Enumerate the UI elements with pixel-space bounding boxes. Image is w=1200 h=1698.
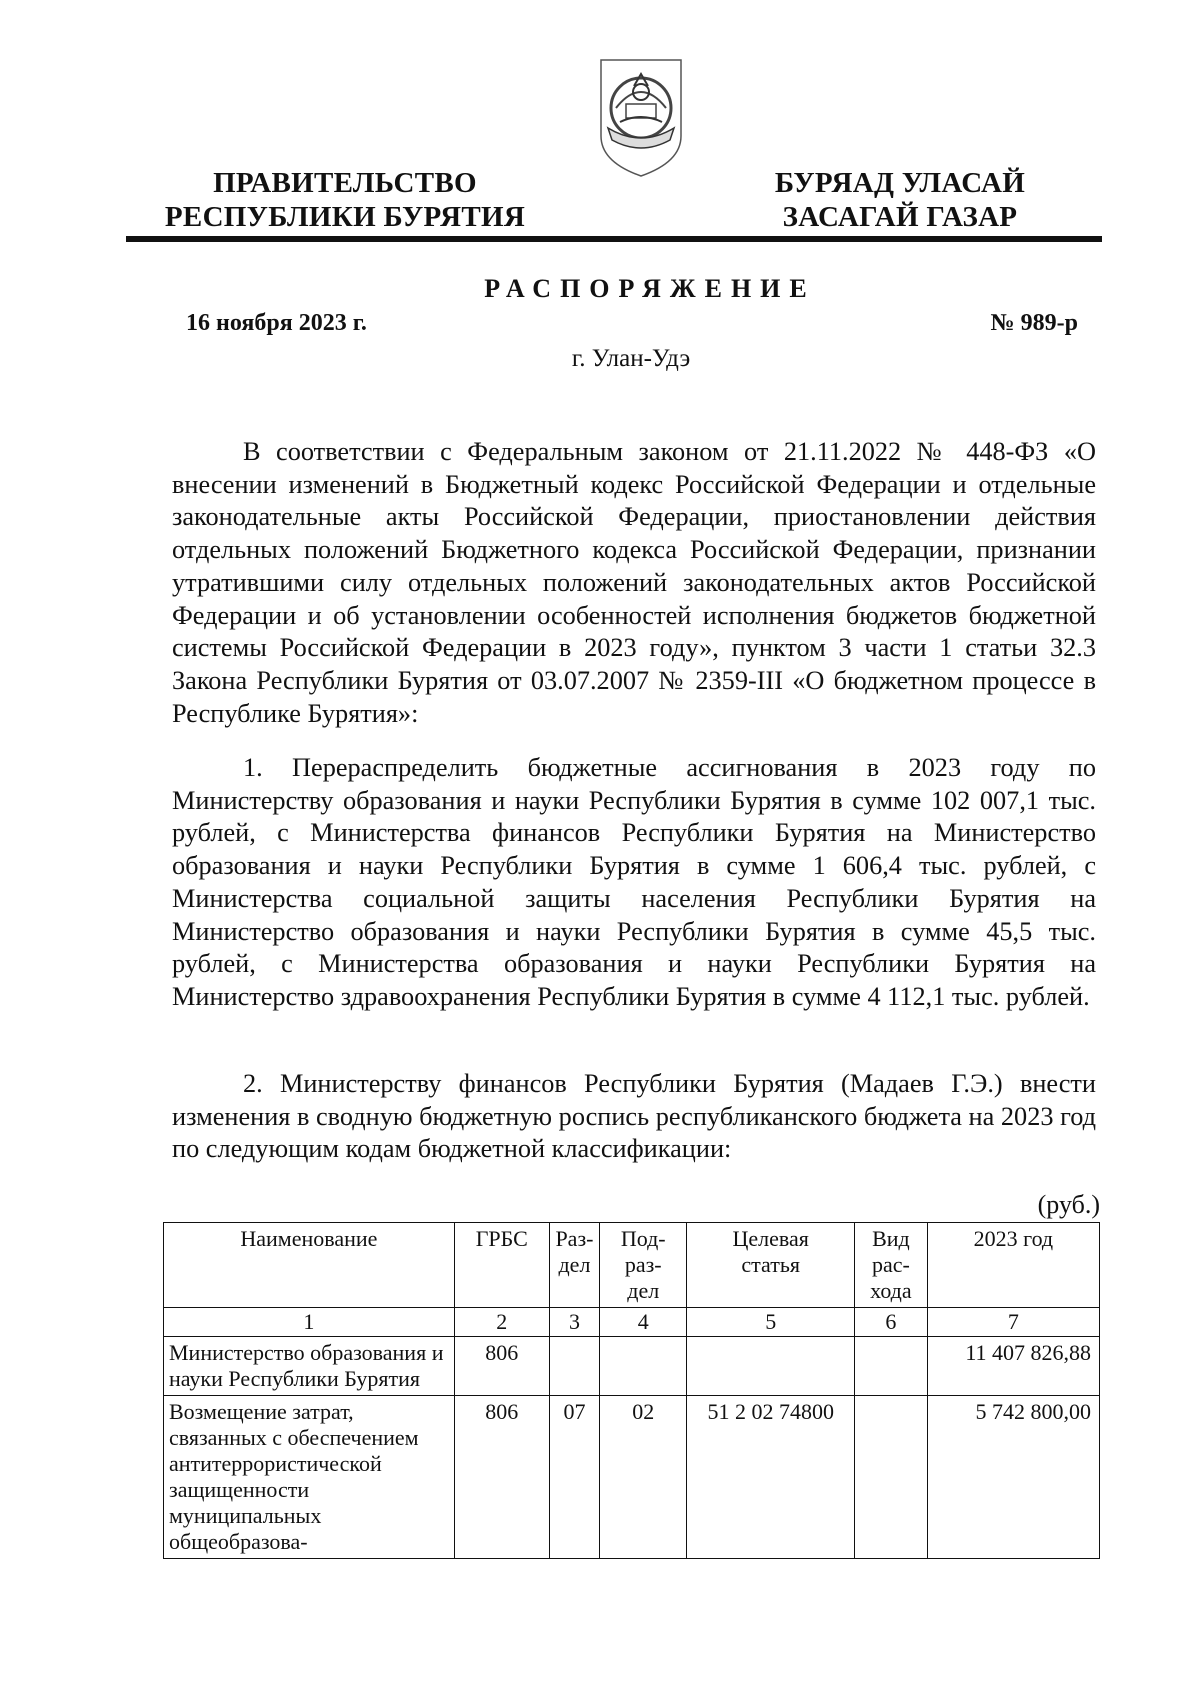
preamble-paragraph xyxy=(172,436,1096,730)
row-target xyxy=(687,1337,855,1396)
header-divider xyxy=(126,236,1102,242)
government-name-buryat-line1: БУРЯАД УЛАСАЙ xyxy=(774,167,1026,199)
government-name-russian xyxy=(160,166,530,234)
row-grbs: 806 xyxy=(454,1337,549,1396)
header-grbs: ГРБС xyxy=(454,1223,549,1308)
government-name-line1: ПРАВИТЕЛЬСТВО xyxy=(213,167,477,199)
budget-classification-table xyxy=(163,1222,1100,1559)
column-number: 6 xyxy=(855,1308,928,1337)
document-number: № 989-р xyxy=(990,310,1078,336)
header-target-article xyxy=(687,1223,855,1308)
paragraph-text: В соответствии с Федеральным законом от 21.11.2022 № 448-ФЗ «О внесении изменений в Бюджетный кодекс Российской Федерации и отдельные законодательные акты Российской Федерации, приостановлении действия отдельных положений Бюджетного кодекса Российской Федерации, признании утратившими силу отдельных положений законодательных актов Российской Федерации и об установлении особенностей исполнения бюджетов бюджетной системы Российской Федерации в 2023 году», пунктом 3 части 1 статьи 32.3 Закона Республики Бурятия от 03.07.2007 № 2359-III «О бюджетном процессе в Республике Бурятия»: xyxy=(172,437,1096,728)
column-number: 7 xyxy=(927,1308,1099,1337)
row-section xyxy=(549,1337,599,1396)
government-name-line2: РЕСПУБЛИКИ БУРЯТИЯ xyxy=(164,201,526,233)
table-row xyxy=(164,1337,1100,1396)
clause-1-paragraph xyxy=(172,752,1096,1014)
row-expense-type xyxy=(855,1337,928,1396)
coat-of-arms-emblem xyxy=(596,56,686,178)
column-number: 2 xyxy=(454,1308,549,1337)
header-subsection-text: Под- раз- дел xyxy=(620,1226,666,1303)
row-amount: 11 407 826,88 xyxy=(927,1337,1099,1396)
document-city: г. Улан-Удэ xyxy=(571,345,691,372)
column-number: 3 xyxy=(549,1308,599,1337)
row-grbs: 806 xyxy=(454,1396,549,1559)
header-expense-type xyxy=(855,1223,928,1308)
paragraph-text: 2. Министерству финансов Республики Бурятия (Мадаев Г.Э.) внести изменения в сводную бюджетную роспись республиканского бюджета на 2023 год по следующим кодам бюджетной классификации: xyxy=(172,1069,1096,1164)
government-name-buryat xyxy=(765,166,1035,234)
table-header-row xyxy=(164,1223,1100,1308)
row-expense-type xyxy=(855,1396,928,1559)
row-amount: 5 742 800,00 xyxy=(927,1396,1099,1559)
header-year: 2023 год xyxy=(927,1223,1099,1308)
paragraph-text: 1. Перераспределить бюджетные ассигнования в 2023 году по Министерству образования и науки Республики Бурятия в сумме 102 007,1 тыс. рублей, с Министерства финансов Республики Бурятия на Министерство образования и науки Республики Бурятия в сумме 1 606,4 тыс. рублей, с Министерства социальной защиты населения Республики Бурятия на Министерство образования и науки Республики Бурятия в сумме 45,5 тыс. рублей, с Министерства образования и науки Республики Бурятия на Министерство здравоохранения Республики Бурятия в сумме 4 112,1 тыс. рублей. xyxy=(172,753,1096,1011)
header-expense-text: Вид рас- хода xyxy=(870,1226,912,1303)
header-name: Наименование xyxy=(164,1223,455,1308)
row-section: 07 xyxy=(549,1396,599,1559)
document-type-title: РАСПОРЯЖЕНИЕ xyxy=(484,274,816,303)
government-name-buryat-line2: ЗАСАГАЙ ГАЗАР xyxy=(782,201,1018,233)
header-section-text: Раз- дел xyxy=(555,1226,594,1277)
document-date: 16 ноября 2023 г. xyxy=(186,310,367,336)
table-unit-label: (руб.) xyxy=(1037,1190,1100,1219)
row-subsection: 02 xyxy=(600,1396,687,1559)
row-name: Возмещение затрат, связанных с обеспечением антитеррористической защищенности муниципальных общеобразова- xyxy=(164,1396,455,1559)
header-target-text: Целевая статья xyxy=(732,1226,809,1277)
clause-2-paragraph xyxy=(172,1068,1096,1166)
column-number: 4 xyxy=(600,1308,687,1337)
header-section xyxy=(549,1223,599,1308)
row-subsection xyxy=(600,1337,687,1396)
row-name: Министерство образования и науки Республики Бурятия xyxy=(164,1337,455,1396)
row-target: 51 2 02 74800 xyxy=(687,1396,855,1559)
column-number: 1 xyxy=(164,1308,455,1337)
header-subsection xyxy=(600,1223,687,1308)
column-number: 5 xyxy=(687,1308,855,1337)
column-numbers-row xyxy=(164,1308,1100,1337)
table-row xyxy=(164,1396,1100,1559)
